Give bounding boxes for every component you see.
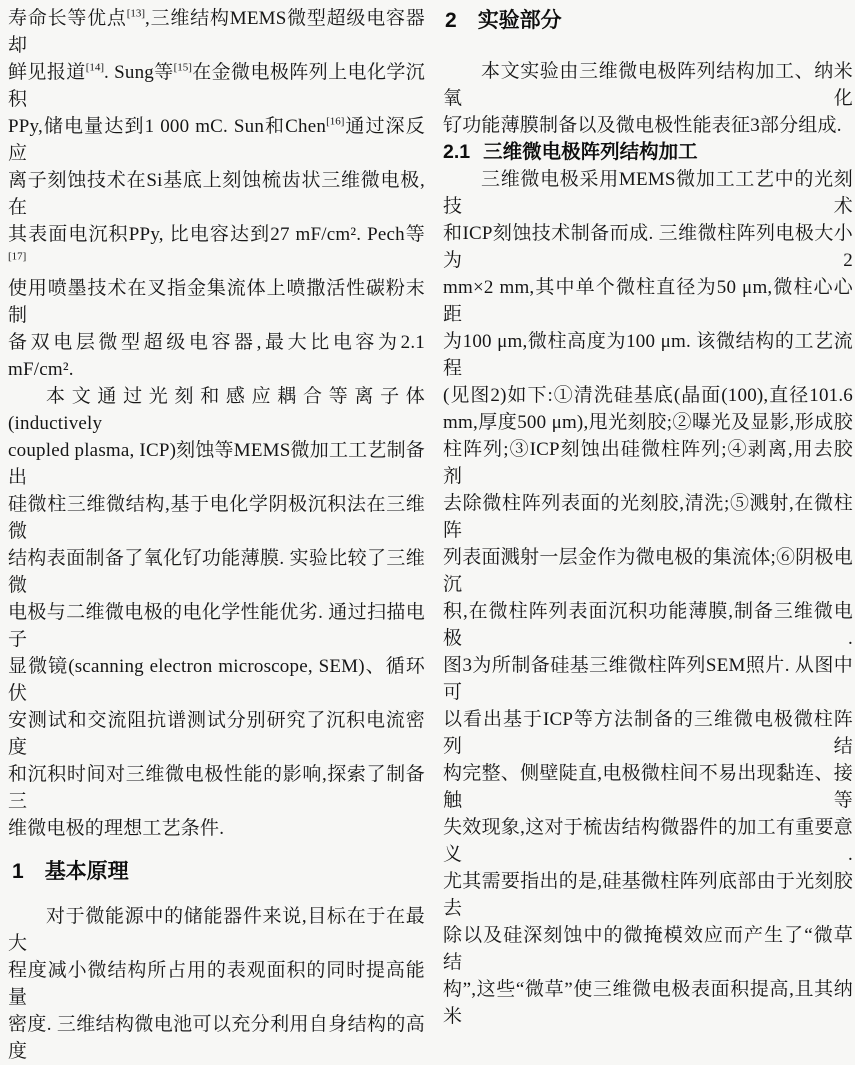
text-line: (见图2)如下:①清洗硅基底(晶面(100),直径101.6 <box>443 385 853 406</box>
text-line: 尤其需要指出的是,硅基微柱阵列底部由于光刻胶去 <box>443 871 853 919</box>
subsection-number: 2.1 <box>443 141 471 163</box>
text-line: 硅微柱三维微结构,基于电化学阴极沉积法在三维微 <box>8 494 425 542</box>
text-line: 显微镜(scanning electron microscope, SEM)、循环伏 <box>8 656 425 704</box>
text-line: 安测试和交流阻抗谱测试分别研究了沉积电流密度 <box>8 710 425 758</box>
text-line: 构”,这些“微草”使三维微电极表面积提高,且其纳米 <box>443 979 853 1027</box>
text-line: 钌功能薄膜制备以及微电极性能表征3部分组成. <box>443 115 842 136</box>
section-number: 1 <box>12 860 24 883</box>
section-number: 2 <box>445 9 457 32</box>
left-column <box>8 5 425 1062</box>
text-line: 程度减小微结构所占用的表观面积的同时提高能量 <box>8 960 425 1008</box>
text-line: coupled plasma, ICP)刻蚀等MEMS微加工工艺制备出 <box>8 440 425 488</box>
text-line: 失效现象,这对于梳齿结构微器件的加工有重要意义. <box>443 817 853 865</box>
text-line: 本文通过光刻和感应耦合等离子体(inductively <box>8 386 425 434</box>
text-line: 为100 μm,微柱高度为100 μm. 该微结构的工艺流程 <box>443 331 853 379</box>
citation-ref: [14] <box>85 61 105 74</box>
section-title: 实验部分 <box>477 9 562 32</box>
text-line: 除以及硅深刻蚀中的微掩模效应而产生了“微草结 <box>443 925 853 973</box>
text-line: 对于微能源中的储能器件来说,目标在于在最大 <box>8 906 425 954</box>
text-line: 去除微柱阵列表面的光刻胶,清洗;⑤溅射,在微柱阵 <box>443 493 853 541</box>
text-line: 使用喷墨技术在叉指金集流体上喷撒活性碳粉末制 <box>8 278 425 326</box>
text-line: 构完整、侧壁陡直,电极微柱间不易出现黏连、接触等 <box>443 763 853 811</box>
section-title: 基本原理 <box>44 860 129 883</box>
text-line: 备双电层微型超级电容器,最大比电容为2.1 mF/cm². <box>8 332 425 380</box>
text-line: 结构表面制备了氧化钌功能薄膜. 实验比较了三维微 <box>8 548 425 596</box>
section-heading-1 <box>12 857 425 887</box>
text-line: mm,厚度500 μm),甩光刻胶;②曝光及显影,形成胶 <box>443 412 853 433</box>
text-line: 本文实验由三维微电极阵列结构加工、纳米氧化 <box>443 61 853 109</box>
text-line: 离子刻蚀技术在Si基底上刻蚀梳齿状三维微电极,在 <box>8 170 425 218</box>
text-line: 三维微电极采用MEMS微加工工艺中的光刻技术 <box>443 169 853 217</box>
subsection-title: 三维微电极阵列结构加工 <box>483 141 698 163</box>
text-line: PPy,储电量达到1 000 mC. Sun和Chen[16]通过深反应 <box>8 115 425 164</box>
right-column <box>443 5 853 1027</box>
text-line: 列表面溅射一层金作为微电极的集流体;⑥阴极电沉 <box>443 547 853 595</box>
text-line: 维微电极的理想工艺条件. <box>8 818 225 839</box>
text-line: 图3为所制备硅基三维微柱阵列SEM照片. 从图中可 <box>443 655 853 703</box>
text-line: 以看出基于ICP等方法制备的三维微电极微柱阵列结 <box>443 709 853 757</box>
text-line: 其表面电沉积PPy, 比电容达到27 mF/cm². Pech等[17] <box>8 224 425 263</box>
text-line: 密度. 三维结构微电池可以充分利用自身结构的高度 <box>8 1014 425 1062</box>
citation-ref: [13] <box>126 7 146 20</box>
text-line: 鲜见报道[14]. Sung等[15]在金微电极阵列上电化学沉积 <box>8 61 425 110</box>
section-heading-2 <box>445 6 853 36</box>
citation-ref: [17] <box>8 250 27 263</box>
text-line: 电极与二维微电极的电化学性能优劣. 通过扫描电子 <box>8 602 425 650</box>
text-line: 和ICP刻蚀技术制备而成. 三维微柱阵列电极大小为2 <box>443 223 853 271</box>
text-line: 柱阵列;③ICP刻蚀出硅微柱阵列;④剥离,用去胶剂 <box>443 439 853 487</box>
text-line: mm×2 mm,其中单个微柱直径为50 μm,微柱心心距 <box>443 277 853 325</box>
subsection-heading-2-1 <box>443 139 853 166</box>
text-line: 寿命长等优点[13],三维结构MEMS微型超级电容器却 <box>8 7 425 56</box>
text-line: 积,在微柱阵列表面沉积功能薄膜,制备三维微电极. <box>443 601 853 649</box>
citation-ref: [15] <box>173 61 192 74</box>
citation-ref: [16] <box>326 115 345 128</box>
text-line: 和沉积时间对三维微电极性能的影响,探索了制备三 <box>8 764 425 812</box>
